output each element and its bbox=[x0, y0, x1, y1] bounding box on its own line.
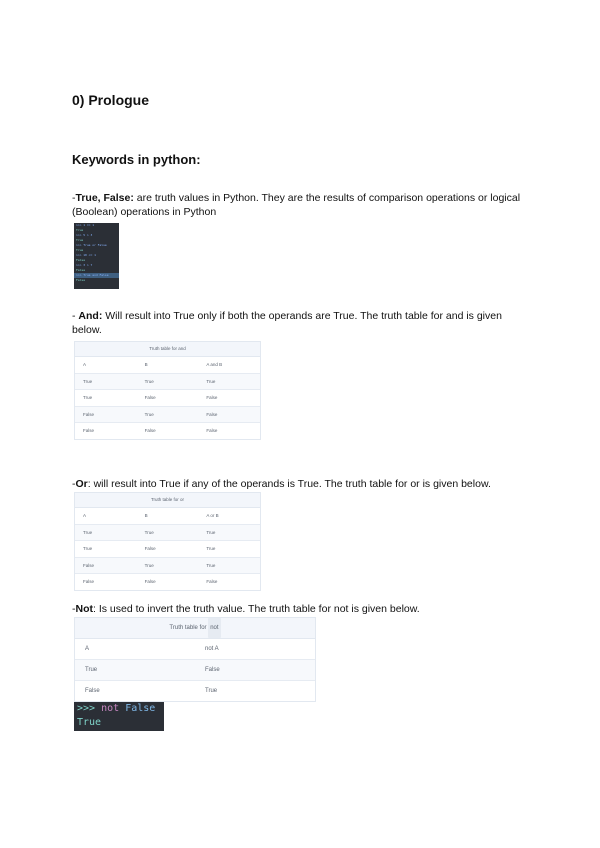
code-line: >>> 5 > 3 bbox=[76, 233, 93, 237]
table-row bbox=[75, 423, 260, 439]
table-cell: False bbox=[206, 579, 218, 584]
table-row bbox=[75, 681, 315, 701]
table-cell: False bbox=[85, 688, 100, 694]
table-cell: True bbox=[85, 667, 98, 673]
table-cell: False bbox=[83, 411, 95, 417]
table-cell: A bbox=[83, 362, 87, 367]
code-line: >>> 1 == 1 bbox=[76, 223, 95, 227]
table-row bbox=[75, 558, 260, 575]
table-title: Truth table for not bbox=[75, 618, 315, 639]
table-cell: True bbox=[144, 378, 154, 384]
table-cell: False bbox=[83, 562, 95, 568]
table-row bbox=[75, 660, 315, 681]
table-cell: True bbox=[206, 562, 216, 568]
table-cell: True bbox=[83, 529, 93, 535]
table-cell: True bbox=[144, 562, 154, 568]
section-heading: Keywords in python: bbox=[72, 152, 201, 167]
paragraph-prefix: - bbox=[72, 310, 79, 322]
paragraph-text: Will result into True only if both the operands are True. The truth table for and is given below. bbox=[72, 310, 502, 336]
paragraph-prefix: - bbox=[72, 192, 76, 204]
table-cell: A bbox=[83, 513, 87, 518]
term-not: Not bbox=[75, 603, 93, 615]
table-cell: False bbox=[144, 428, 156, 433]
table-cell: False bbox=[206, 395, 218, 400]
not-truth-table bbox=[74, 617, 316, 702]
code-chip: not bbox=[208, 618, 220, 638]
table-header-row bbox=[75, 357, 260, 374]
table-cell: True bbox=[205, 688, 218, 694]
paragraph-text: are truth values in Python. They are the results of comparison operations or logical (Boolean) operations in Python bbox=[72, 192, 521, 218]
true-false-paragraph bbox=[72, 191, 532, 219]
keyword-text: not bbox=[101, 703, 120, 714]
table-cell: False bbox=[205, 667, 220, 673]
code-line: True bbox=[76, 238, 84, 242]
table-cell: False bbox=[206, 411, 218, 417]
table-cell: False bbox=[144, 395, 156, 400]
table-title: Truth table for or bbox=[75, 493, 260, 508]
table-cell: True bbox=[83, 546, 93, 551]
table-cell: not A bbox=[205, 646, 219, 652]
and-truth-table bbox=[74, 341, 261, 440]
table-cell: True bbox=[206, 529, 216, 535]
code-line: >>> True or False bbox=[76, 243, 107, 247]
table-row bbox=[75, 541, 260, 558]
code-line bbox=[77, 702, 164, 716]
or-truth-table bbox=[74, 492, 261, 591]
table-header-row bbox=[75, 508, 260, 525]
term-and: And: bbox=[78, 310, 103, 322]
table-cell: False bbox=[206, 428, 218, 433]
table-row bbox=[75, 407, 260, 424]
and-paragraph bbox=[72, 309, 532, 337]
table-cell: False bbox=[83, 428, 95, 433]
table-title: Truth table for and bbox=[75, 342, 260, 357]
table-cell: False bbox=[144, 546, 156, 551]
table-cell: True bbox=[83, 378, 93, 384]
table-cell: A or B bbox=[206, 513, 219, 518]
table-row bbox=[75, 574, 260, 590]
code-line: False bbox=[76, 278, 86, 282]
paragraph-text: : will result into True if any of the operands is True. The truth table for or is given below. bbox=[87, 478, 491, 490]
table-cell: B bbox=[144, 362, 148, 367]
table-cell: True bbox=[206, 546, 216, 551]
table-cell: A and B bbox=[206, 362, 223, 367]
code-line: True bbox=[76, 248, 84, 252]
table-row bbox=[75, 525, 260, 542]
table-cell: True bbox=[206, 378, 216, 384]
table-cell: B bbox=[144, 513, 148, 518]
code-screenshot-not bbox=[74, 702, 164, 731]
table-cell: True bbox=[83, 395, 93, 400]
table-cell: True bbox=[144, 529, 154, 535]
not-paragraph bbox=[72, 602, 532, 616]
or-paragraph bbox=[72, 477, 542, 491]
paragraph-prefix: - bbox=[72, 603, 76, 615]
output-text: True bbox=[77, 717, 102, 728]
code-screenshot-comparisons bbox=[74, 223, 119, 289]
term-or: Or bbox=[75, 478, 88, 490]
code-line: >>> True and False bbox=[74, 273, 119, 278]
term-true-false: True, False: bbox=[75, 192, 134, 204]
prompt-text: >>> bbox=[77, 703, 96, 714]
table-cell: False bbox=[83, 579, 95, 584]
table-row bbox=[75, 374, 260, 391]
table-cell: True bbox=[144, 411, 154, 417]
page-heading: 0) Prologue bbox=[72, 92, 150, 108]
code-line: False bbox=[76, 268, 86, 272]
table-header-row bbox=[75, 639, 315, 660]
table-row bbox=[75, 390, 260, 407]
paragraph-prefix: - bbox=[72, 478, 76, 490]
table-cell: False bbox=[144, 579, 156, 584]
table-cell: A bbox=[85, 646, 90, 652]
code-line: True bbox=[76, 228, 84, 232]
code-line: False bbox=[76, 258, 86, 262]
paragraph-text: : Is used to invert the truth value. The truth table for not is given below. bbox=[93, 603, 420, 615]
code-line: >>> 10 <= 1 bbox=[76, 253, 96, 257]
code-line: >>> 3 > 7 bbox=[76, 263, 93, 267]
value-text: False bbox=[125, 703, 156, 714]
